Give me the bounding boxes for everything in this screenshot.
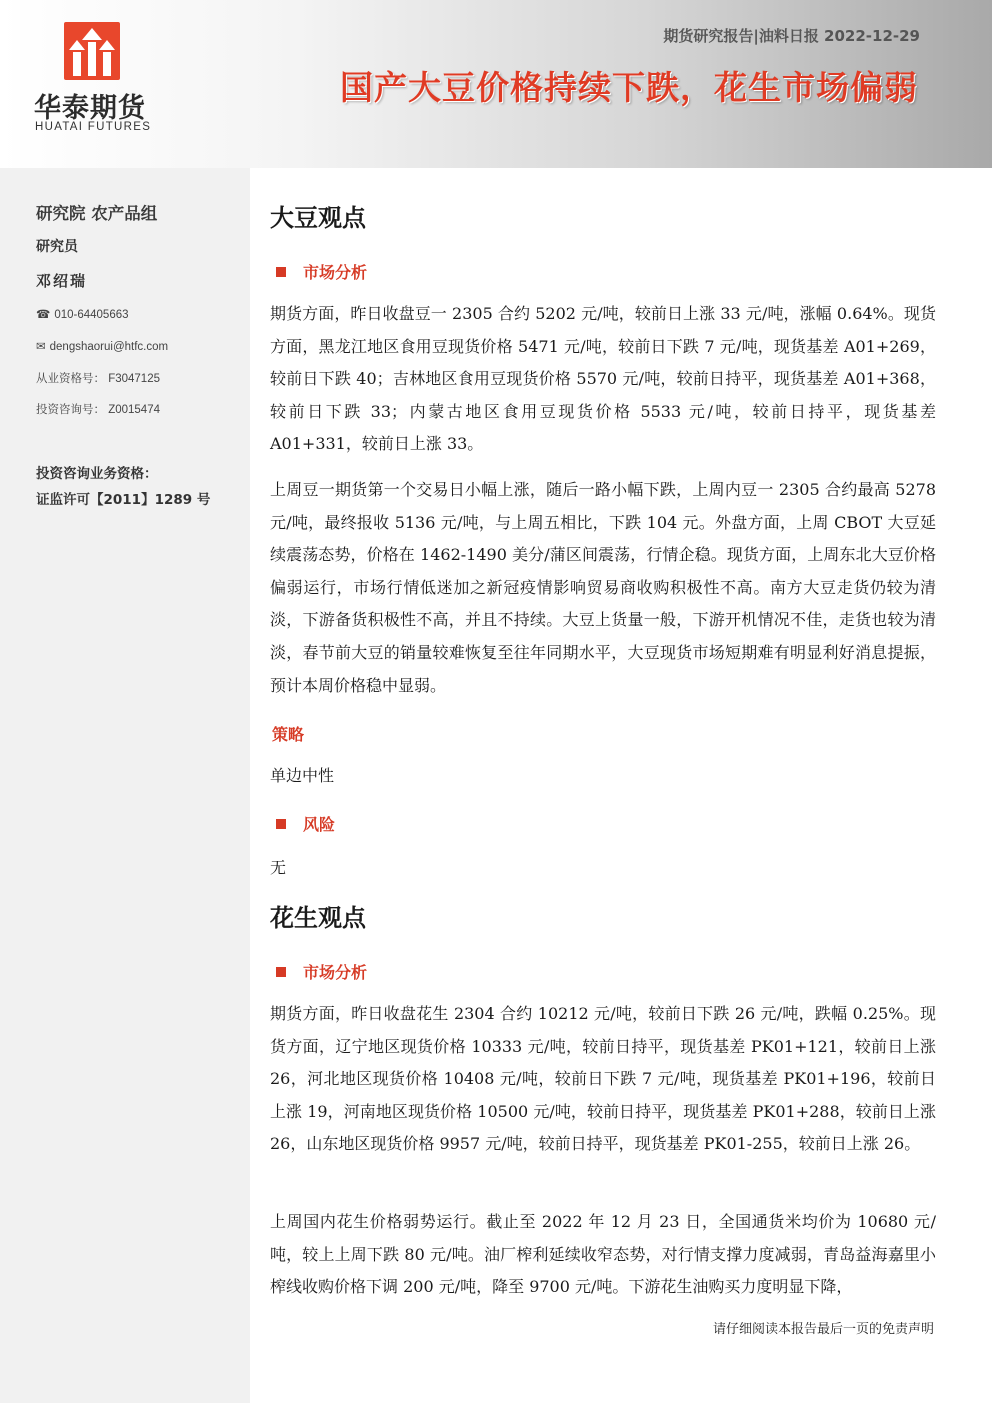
consult-number: 投资咨询号： Z0015474 [36,404,160,416]
heading-label: 风险 [303,815,336,834]
author-name: 邓绍瑞 [36,272,88,290]
soybean-strategy-text: 单边中性 [270,766,335,785]
soybean-section-title: 大豆观点 [270,204,366,232]
disclaimer-footer: 请仔细阅读本报告最后一页的免责声明 [712,1322,934,1337]
peanut-section-title: 花生观点 [270,904,366,932]
square-bullet-icon [276,819,286,829]
soybean-market-heading [276,260,367,283]
report-header [0,0,992,168]
envelope-icon: ✉ [36,341,46,353]
email-address[interactable]: dengshaorui@htfc.com [49,341,169,353]
report-meta: 期货研究报告|油料日报 2022-12-29 [663,27,920,45]
author-role: 研究员 [36,239,78,255]
author-email[interactable] [36,339,168,353]
huatai-logo-icon [64,22,120,80]
logo-chinese-name: 华泰期货 [34,93,146,124]
research-team: 研究院 农产品组 [36,204,158,223]
peanut-market-heading [276,960,367,983]
soybean-paragraph-futures: 期货方面，昨日收盘豆一 2305 合约 5202 元/吨，较前日上涨 33 元/吨，涨幅 0.64%。现货方面，黑龙江地区食用豆现货价格 5471 元/吨，较前日下跌 7 元/吨，现货基差 A01+269，较前日下跌 40；吉林地区食用豆现货价格 5570 元/吨，较前日持平，现货基差 A01+368，较前日下跌 33；内蒙古地区食用豆现货价格 5533 元/吨，较前日持平，现货基差 A01+331，较前日上涨 33。 [270,304,936,454]
peanut-paragraph-weekly: 上周国内花生价格弱势运行。截止至 2022 年 12 月 23 日，全国通货米均价为 10680 元/吨，较上上周下跌 80 元/吨。油厂榨利延续收窄态势，对行情支撑力度减弱，青岛益海嘉里小榨线收购价格下调 200 元/吨，降至 9700 元/吨。下游花生油购买力度明显下降， [270,1212,936,1297]
logo-english-name: HUATAI FUTURES [35,121,152,133]
soybean-paragraph-weekly: 上周豆一期货第一个交易日小幅上涨，随后一路小幅下跌，上周内豆一 2305 合约最高 5278 元/吨，最终报收 5136 元/吨，与上周五相比，下跌 104 元。外盘方面，上周 CBOT 大豆延续震荡态势，价格在 1462-1490 美分/蒲区间震荡，行情企稳。现货方面，上周东北大豆价格偏弱运行，市场行情低迷加之新冠疫情影响贸易商收购积极性不高。南方大豆走货仍较为清淡，下游备货积极性不高，并且不持续。大豆上货量一般，下游开机情况不佳，走货也较为清淡，春节前大豆的销量较难恢复至往年同期水平，大豆现货市场短期难有明显利好消息提振，预计本周价格稳中显弱。 [270,480,936,695]
heading-label: 市场分析 [303,263,368,282]
certificate-number: 从业资格号： F3047125 [36,373,160,385]
soybean-risk-text: 无 [270,858,287,877]
heading-label: 市场分析 [303,963,368,982]
author-phone [36,307,129,321]
qualification-title: 投资咨询业务资格： [36,466,158,482]
author-sidebar [0,168,250,1403]
square-bullet-icon [276,267,286,277]
soybean-strategy-heading: 策略 [272,725,305,744]
phone-icon: ☎ [36,309,51,321]
peanut-paragraph-futures: 期货方面，昨日收盘花生 2304 合约 10212 元/吨，较前日下跌 26 元/吨，跌幅 0.25%。现货方面，辽宁地区现货价格 10333 元/吨，较前日持平，现货基差 PK01+121，较前日上涨 26，河北地区现货价格 10408 元/吨，较前日下跌 7 元/吨，现货基差 PK01+196，较前日上涨 19，河南地区现货价格 10500 元/吨，较前日持平，现货基差 PK01+288，较前日上涨 26，山东地区现货价格 9957 元/吨，较前日持平，现货基差 PK01-255，较前日上涨 26。 [270,1004,936,1154]
report-title: 国产大豆价格持续下跌，花生市场偏弱 [340,68,918,107]
soybean-risk-heading [276,812,335,835]
phone-number: 010-64405663 [54,309,129,321]
square-bullet-icon [276,967,286,977]
qualification-value: 证监许可【2011】1289 号 [36,492,211,508]
